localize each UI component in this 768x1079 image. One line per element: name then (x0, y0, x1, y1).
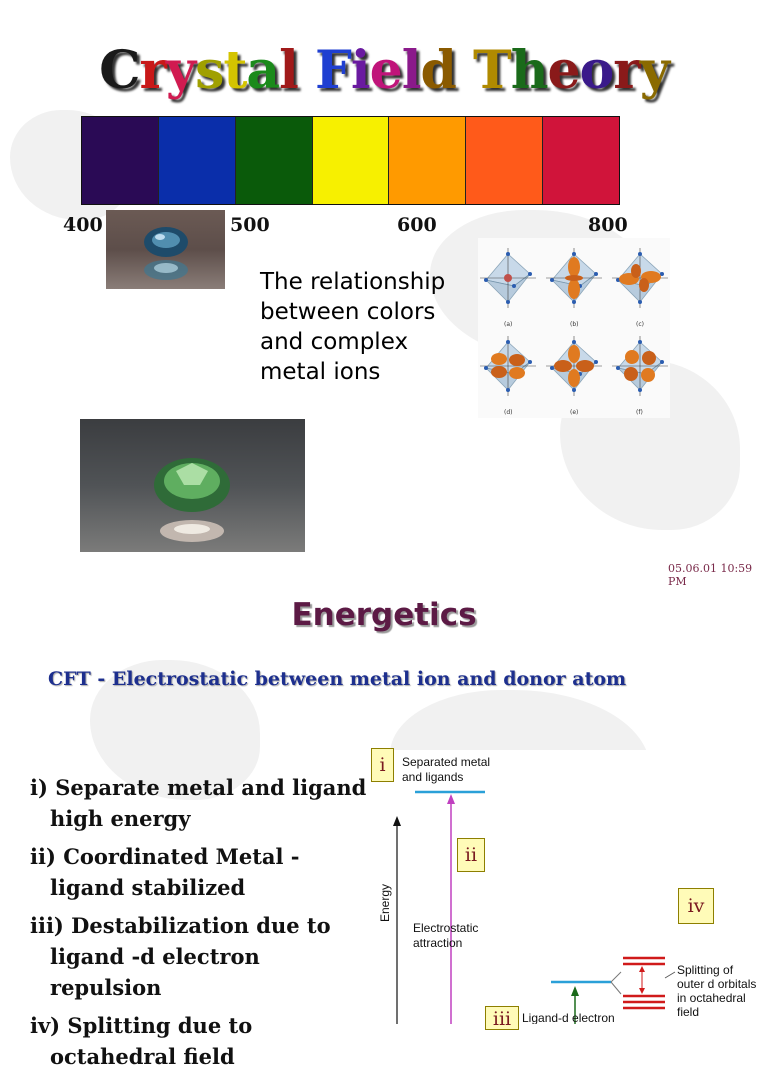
wavelength-tick: 800 (588, 214, 628, 236)
list-item: i) Separate metal and ligand high energy (30, 775, 367, 831)
energy-axis-arrow (393, 816, 401, 826)
title-letter: o (579, 40, 614, 101)
visible-spectrum-bar (81, 116, 620, 205)
spectrum-band (543, 117, 619, 204)
orbital-label: (a) (504, 321, 513, 328)
label-splitting-line4: field (677, 1005, 700, 1019)
marker-ii: ii (457, 838, 485, 872)
splitting-delta-arrow-head (639, 966, 645, 972)
list-item: iv) Splitting due to octahedral field (30, 1013, 253, 1069)
title-letter: t (223, 40, 247, 101)
label-separated-line2: and ligands (402, 770, 464, 784)
spectrum-band (82, 117, 159, 204)
label-splitting-line3: in octahedral (677, 991, 746, 1005)
electrostatic-arrow-head (447, 794, 455, 804)
title-letter: F (314, 40, 351, 101)
marker-iii: iii (485, 1006, 519, 1030)
energy-axis-label: Energy (378, 883, 392, 922)
label-splitting-line2: outer d orbitals (677, 977, 757, 991)
spectrum-band (466, 117, 543, 204)
spectrum-band (313, 117, 390, 204)
orbital-label: (e) (570, 409, 579, 416)
label-electrostatic-line1: Electrostatic (413, 921, 479, 935)
title-letter (298, 40, 315, 101)
wavelength-tick: 500 (230, 214, 270, 236)
slide-subtitle: CFT - Electrostatic between metal ion and donor atom (48, 668, 627, 690)
split-connector-up (611, 972, 621, 982)
slide-timestamp: 05.06.01 10:59 PM (668, 562, 753, 588)
orbital-label: (c) (636, 321, 644, 328)
title-letter: T (473, 40, 511, 101)
wavelength-tick: 400 (63, 214, 103, 236)
title-letter (456, 40, 473, 101)
title-letter: a (246, 40, 280, 101)
marker-iv: iv (678, 888, 714, 924)
title-letter: d (420, 40, 456, 101)
orbital-label: (d) (504, 409, 513, 416)
title-letter: y (165, 40, 196, 101)
list-item: iii) Destabilization due to ligand -d electron repulsion (30, 913, 331, 1000)
title-letter: e (547, 40, 580, 101)
title-letter: r (139, 40, 166, 101)
label-separated-line1: Separated metal (402, 755, 491, 769)
title-letter: s (195, 40, 224, 101)
energetics-points-list (30, 772, 370, 1079)
label-splitting-line1: Splitting of (677, 963, 734, 977)
relationship-text: The relationship between colors and complex metal ions (260, 269, 446, 385)
title-letter: C (99, 40, 140, 101)
title-letter: r (613, 40, 640, 101)
title-letter: i (350, 40, 370, 101)
repulsion-arrow-head (571, 986, 579, 996)
spectrum-band (236, 117, 313, 204)
label-repulsion: Ligand-d electron (522, 1011, 615, 1024)
title-letter: y (639, 40, 669, 101)
marker-i: i (371, 748, 394, 782)
d-orbital-diagrams (478, 238, 670, 418)
blue-gemstone-photo (106, 210, 225, 289)
slide-title: Energetics (291, 597, 477, 633)
orbital-label: (b) (570, 321, 579, 328)
title-letter: h (510, 40, 548, 101)
title-letter: e (369, 40, 402, 101)
slide-title (0, 40, 768, 101)
green-gemstone-photo (80, 419, 305, 552)
split-connector-down (611, 982, 621, 994)
spectrum-band (159, 117, 236, 204)
title-letter: l (279, 40, 298, 101)
splitting-delta-arrow-tail (639, 988, 645, 994)
label-electrostatic-line2: attraction (413, 936, 463, 950)
title-letter: l (401, 40, 421, 101)
orbital-label: (f) (636, 409, 643, 416)
list-item: ii) Coordinated Metal - ligand stabilized (30, 844, 300, 900)
slide-energetics (0, 585, 768, 1069)
wavelength-tick: 600 (397, 214, 437, 236)
splitting-label-leader (665, 972, 675, 978)
energy-level-diagram (375, 750, 768, 1030)
spectrum-band (389, 117, 466, 204)
